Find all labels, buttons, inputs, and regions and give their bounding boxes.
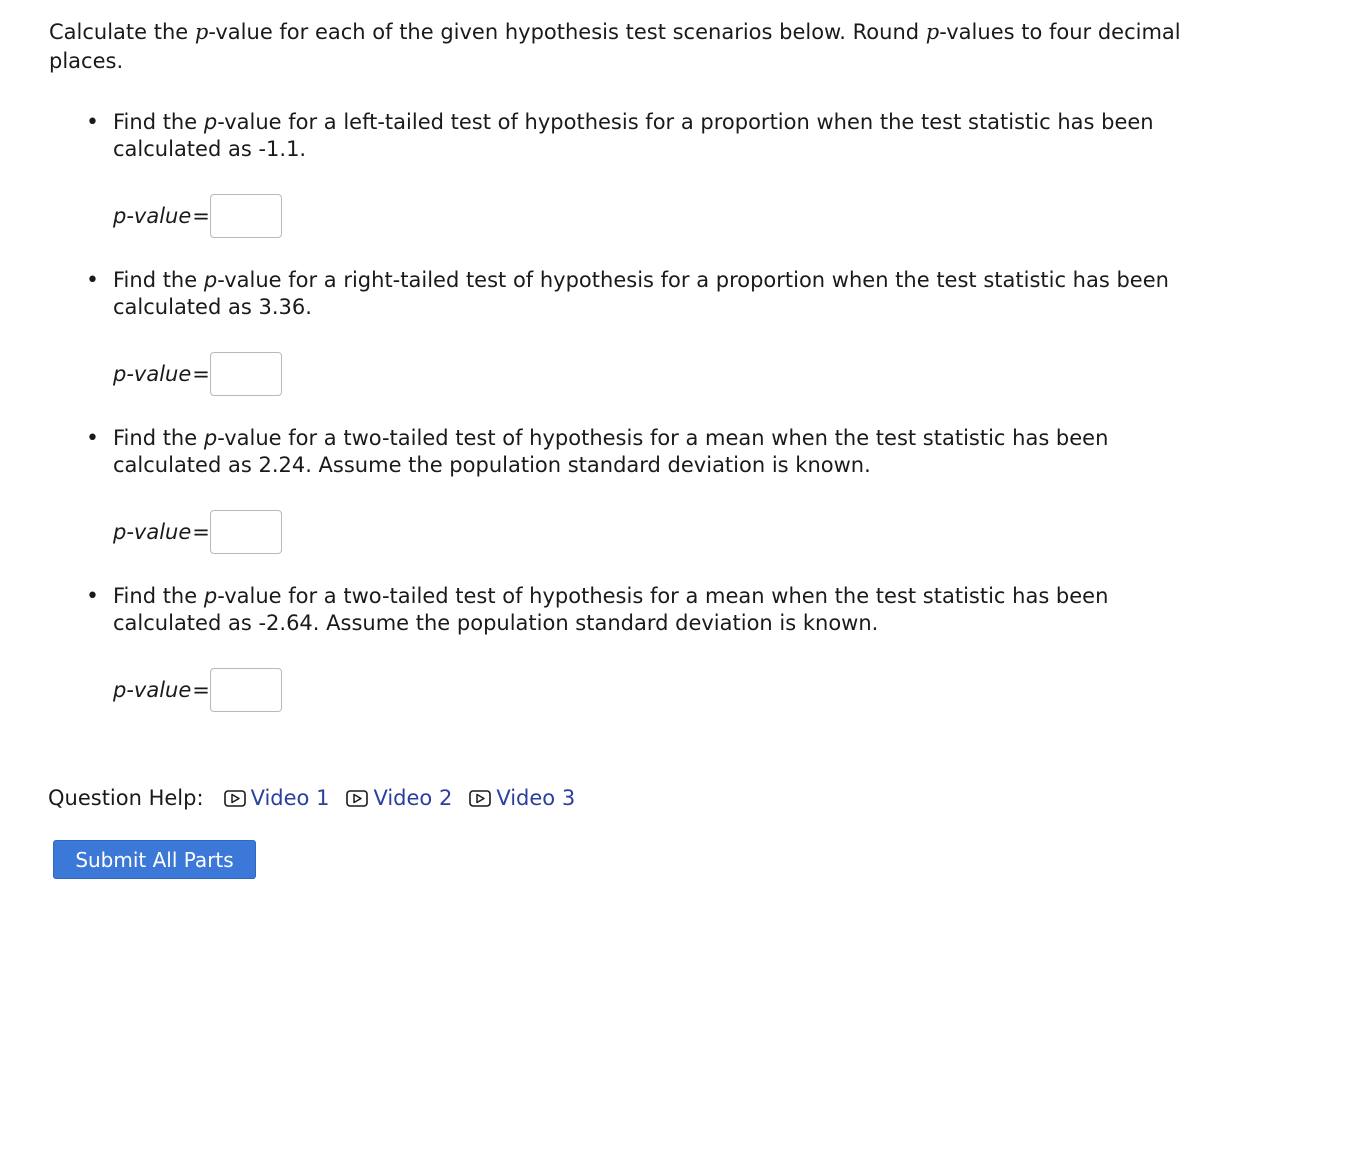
equals-sign: =	[192, 678, 210, 702]
part-4-text: Find the p-value for a two-tailed test of hypothesis for a mean when the test statistic has been calculated as -2.64. Assume the population standard deviation is known.	[113, 584, 1109, 635]
question-intro	[49, 18, 1229, 76]
part-2-p-value-input[interactable]	[210, 352, 282, 396]
intro-text-1: Calculate the	[49, 20, 195, 44]
p-value-label: p-value	[113, 203, 192, 228]
video-2-link[interactable]	[346, 783, 452, 813]
intro-math-p: p	[194, 20, 209, 44]
part-1-p-value-input[interactable]	[210, 194, 282, 238]
part-1-answer-row	[113, 193, 282, 239]
bullet-icon: •	[86, 268, 99, 293]
video-2-label: Video 2	[373, 786, 453, 810]
question-part-4	[86, 583, 1203, 702]
part-4-p-value-input[interactable]	[210, 668, 282, 712]
part-3-p-value-input[interactable]	[210, 510, 282, 554]
play-video-icon	[469, 790, 491, 807]
intro-text-2: -value for each of the given hypothesis test scenarios below. Round	[208, 20, 926, 44]
p-value-label: p-value	[113, 677, 192, 702]
submit-all-parts-button[interactable]: Submit All Parts	[53, 840, 256, 879]
equals-sign: =	[192, 520, 210, 544]
intro-text-3: -values to four decimal places.	[49, 20, 1181, 73]
question-help	[48, 783, 592, 813]
equals-sign: =	[192, 362, 210, 386]
question-part-3	[86, 425, 1203, 544]
p-value-label: p-value	[113, 361, 192, 386]
equals-sign: =	[192, 204, 210, 228]
part-2-text: Find the p-value for a right-tailed test of hypothesis for a proportion when the test statistic has been calculated as 3.36.	[113, 268, 1169, 319]
play-video-icon	[224, 790, 246, 807]
part-3-answer-row	[113, 509, 282, 555]
p-value-label: p-value	[113, 519, 192, 544]
part-4-answer-row	[113, 667, 282, 713]
play-video-icon	[346, 790, 368, 807]
intro-math-p-2: p	[925, 20, 940, 44]
part-1-text: Find the p-value for a left-tailed test of hypothesis for a proportion when the test statistic has been calculated as -1.1.	[113, 110, 1154, 161]
question-part-1	[86, 109, 1203, 228]
question-part-2	[86, 267, 1203, 386]
question-help-label: Question Help:	[48, 786, 204, 810]
bullet-icon: •	[86, 110, 99, 135]
part-3-text: Find the p-value for a two-tailed test of hypothesis for a mean when the test statistic has been calculated as 2.24. Assume the population standard deviation is known.	[113, 426, 1109, 477]
bullet-icon: •	[86, 584, 99, 609]
part-2-answer-row	[113, 351, 282, 397]
video-3-link[interactable]	[469, 783, 575, 813]
video-3-label: Video 3	[496, 786, 576, 810]
bullet-icon: •	[86, 426, 99, 451]
video-1-link[interactable]	[224, 783, 330, 813]
video-1-label: Video 1	[250, 786, 330, 810]
